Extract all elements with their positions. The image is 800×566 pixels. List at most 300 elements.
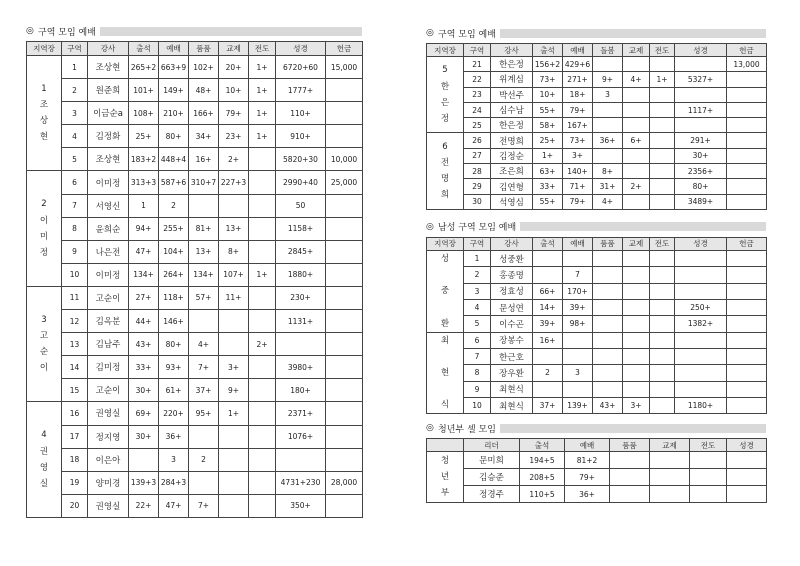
cell-money: [727, 316, 767, 332]
cell-c5: [650, 316, 675, 332]
cell-bible: 1076+: [276, 425, 326, 448]
cell-bible: [675, 250, 727, 266]
cell-no: 18: [62, 448, 88, 471]
cell-money: [727, 349, 767, 365]
cell-att: 16+: [533, 332, 563, 348]
cell-no: 8: [464, 365, 491, 381]
column-header: 구역: [62, 42, 88, 56]
cell-att: 208+5: [520, 469, 565, 486]
cell-c5: [650, 194, 675, 209]
cell-c3: [593, 349, 623, 365]
cell-att: 194+5: [520, 452, 565, 469]
cell-teacher: 김정순: [491, 148, 533, 163]
cell-worship: 36+: [565, 486, 610, 503]
cell-teacher: 원준희: [88, 79, 129, 102]
cell-money: [326, 79, 363, 102]
circle-bullet-icon: ◎: [426, 423, 434, 434]
cell-bible: 30+: [675, 148, 727, 163]
cell-money: [326, 402, 363, 425]
cell-no: 3: [62, 102, 88, 125]
cell-att: 25+: [533, 133, 563, 148]
cell-c3: 34+: [189, 125, 219, 148]
column-header: 교제: [219, 42, 249, 56]
cell-att: [129, 448, 159, 471]
header-row: [427, 44, 767, 57]
cell-worship: 284+3: [159, 471, 189, 494]
table-row: [27, 448, 363, 471]
cell-bible: [675, 87, 727, 102]
cell-no: 25: [464, 118, 491, 133]
column-header: [427, 439, 464, 452]
cell-c5: [650, 397, 675, 413]
cell-c3: [593, 381, 623, 397]
cell-money: [727, 332, 767, 348]
cell-money: 15,000: [326, 56, 363, 79]
cell-c3: 7+: [189, 494, 219, 517]
column-header: 강사: [491, 44, 533, 57]
cell-att: 39+: [533, 316, 563, 332]
cell-money: [326, 310, 363, 333]
cell-worship: 139+: [563, 397, 593, 413]
cell-att: 2: [533, 365, 563, 381]
table-row: [27, 333, 363, 356]
cell-att: 94+: [129, 217, 159, 240]
cell-c5: [249, 286, 276, 309]
region-leader-char: 식: [440, 400, 450, 411]
region-leader-char: 환: [440, 318, 450, 329]
column-header: 헌금: [326, 42, 363, 56]
cell-c3: 7+: [189, 356, 219, 379]
column-header: 출석: [520, 439, 565, 452]
cell-c5: [249, 310, 276, 333]
cell-teacher: 윤희순: [88, 217, 129, 240]
title-bar: [500, 29, 766, 38]
region-leader-char: 최: [440, 335, 450, 346]
column-header: 구역: [464, 44, 491, 57]
cell-c4: [623, 365, 650, 381]
cell-c5: [650, 267, 675, 283]
column-header: 성경: [276, 42, 326, 56]
column-header: 헌금: [727, 44, 767, 57]
cell-teacher: 고순이: [88, 286, 129, 309]
cell-att: 265+2: [129, 56, 159, 79]
cell-worship: 93+: [159, 356, 189, 379]
cell-c3: 9+: [593, 72, 623, 87]
cell-bible: 80+: [675, 179, 727, 194]
cell-worship: 170+: [563, 283, 593, 299]
cell-leader: 문미희: [464, 452, 520, 469]
column-header: 전도: [650, 237, 675, 250]
cell-att: 30+: [129, 379, 159, 402]
table-row: [427, 316, 767, 332]
cell-c4: [623, 57, 650, 72]
circle-bullet-icon: ◎: [26, 26, 34, 36]
column-header: 전도: [249, 42, 276, 56]
region-leader-char: 4: [41, 430, 47, 441]
cell-no: 19: [62, 471, 88, 494]
cell-c4: [650, 452, 690, 469]
cell-att: 25+: [129, 125, 159, 148]
cell-money: [727, 397, 767, 413]
cell-c4: 23+: [219, 125, 249, 148]
cell-att: [533, 381, 563, 397]
cell-c4: 10+: [219, 79, 249, 102]
table-row: [427, 133, 767, 148]
cell-no: 2: [464, 267, 491, 283]
cell-c3: [593, 299, 623, 315]
cell-c4: 6+: [623, 133, 650, 148]
cell-bible: [276, 448, 326, 471]
group-label-char: 년: [440, 472, 450, 483]
cell-bible: [727, 452, 767, 469]
cell-bible: 2371+: [276, 402, 326, 425]
table-row: [427, 194, 767, 209]
cell-c4: [219, 310, 249, 333]
cell-att: 66+: [533, 283, 563, 299]
cell-worship: [563, 250, 593, 266]
cell-c5: [690, 469, 727, 486]
cell-no: 6: [62, 171, 88, 194]
cell-money: [326, 494, 363, 517]
circle-bullet-icon: ◎: [426, 28, 434, 38]
cell-c5: [249, 240, 276, 263]
cell-att: 10+: [533, 87, 563, 102]
cell-bible: 291+: [675, 133, 727, 148]
cell-att: 156+2: [533, 57, 563, 72]
cell-money: [727, 381, 767, 397]
cell-no: 3: [464, 283, 491, 299]
cell-bible: 3980+: [276, 356, 326, 379]
cell-att: 110+5: [520, 486, 565, 503]
cell-c4: [219, 494, 249, 517]
column-header: 예배: [563, 44, 593, 57]
region-leader-cell: [427, 133, 464, 209]
column-header: 지역장: [27, 42, 62, 56]
cell-worship: 47+: [159, 494, 189, 517]
cell-att: 313+3: [129, 171, 159, 194]
cell-c3: 57+: [189, 286, 219, 309]
title-bar: [500, 424, 766, 433]
cell-money: [326, 425, 363, 448]
cell-bible: 350+: [276, 494, 326, 517]
cell-bible: [727, 486, 767, 503]
table-row: [27, 148, 363, 171]
cell-c3: [189, 194, 219, 217]
cell-worship: 255+: [159, 217, 189, 240]
cell-money: [727, 148, 767, 163]
cell-worship: 73+: [563, 133, 593, 148]
cell-teacher: 위계심: [491, 72, 533, 87]
table-row: [427, 87, 767, 102]
cell-money: [727, 267, 767, 283]
cell-c5: 1+: [249, 79, 276, 102]
cell-bible: [675, 365, 727, 381]
cell-teacher: 최현식: [491, 381, 533, 397]
table-row: [27, 125, 363, 148]
cell-worship: 7: [563, 267, 593, 283]
region-leader-cell: [27, 171, 62, 286]
cell-worship: [563, 332, 593, 348]
cell-c5: 1+: [650, 72, 675, 87]
cell-no: 24: [464, 102, 491, 117]
column-header: 예배: [159, 42, 189, 56]
table-row: [427, 267, 767, 283]
table-row: [27, 263, 363, 286]
cell-bible: [675, 283, 727, 299]
region-leader-char: 상: [39, 116, 49, 127]
cell-worship: 79+: [563, 194, 593, 209]
cell-worship: 81+2: [565, 452, 610, 469]
cell-c4: [623, 316, 650, 332]
cell-c3: 36+: [593, 133, 623, 148]
cell-c3: 95+: [189, 402, 219, 425]
region-leader-char: 명: [440, 174, 450, 185]
column-header: 리더: [464, 439, 520, 452]
cell-teacher: 김남주: [88, 333, 129, 356]
cell-att: 183+2: [129, 148, 159, 171]
cell-teacher: 성중환: [491, 250, 533, 266]
cell-c4: [650, 469, 690, 486]
cell-teacher: 조상현: [88, 148, 129, 171]
cell-c4: 3+: [219, 356, 249, 379]
cell-bible: 110+: [276, 102, 326, 125]
table-row: [427, 332, 767, 348]
cell-worship: 264+: [159, 263, 189, 286]
cell-teacher: 서영신: [88, 194, 129, 217]
cell-no: 20: [62, 494, 88, 517]
table-row: [427, 148, 767, 163]
region-leader-char: 영: [39, 462, 49, 473]
column-header: 품품: [189, 42, 219, 56]
cell-c4: 9+: [219, 379, 249, 402]
cell-worship: 79+: [565, 469, 610, 486]
column-header: 교제: [623, 44, 650, 57]
cell-no: 7: [464, 349, 491, 365]
cell-c5: [249, 379, 276, 402]
cell-teacher: 양미경: [88, 471, 129, 494]
cell-c3: 43+: [593, 397, 623, 413]
cell-worship: 210+: [159, 102, 189, 125]
table-row: [27, 356, 363, 379]
cell-bible: 1158+: [276, 217, 326, 240]
table-row: [427, 57, 767, 72]
cell-bible: [276, 333, 326, 356]
cell-c3: [189, 310, 219, 333]
cell-money: [727, 72, 767, 87]
cell-att: 44+: [129, 310, 159, 333]
column-header: 강사: [491, 237, 533, 250]
circle-bullet-icon: ◎: [426, 221, 434, 232]
section-title: ◎ 청년부 셀 모임: [426, 421, 766, 435]
table-row: [427, 452, 767, 469]
table-row: [427, 365, 767, 381]
cell-att: [533, 267, 563, 283]
cell-c4: [623, 148, 650, 163]
cell-money: [326, 217, 363, 240]
district-table: [426, 43, 767, 210]
cell-c3: 102+: [189, 56, 219, 79]
cell-money: [727, 299, 767, 315]
cell-c3: 4+: [593, 194, 623, 209]
cell-c3: 134+: [189, 263, 219, 286]
cell-teacher: 조은희: [491, 164, 533, 179]
cell-c5: [690, 452, 727, 469]
cell-c3: [593, 148, 623, 163]
cell-c3: [189, 471, 219, 494]
cell-c5: [249, 425, 276, 448]
cell-att: [533, 349, 563, 365]
cell-att: 33+: [129, 356, 159, 379]
cell-c4: 107+: [219, 263, 249, 286]
cell-teacher: 권영실: [88, 494, 129, 517]
cell-c4: [623, 118, 650, 133]
cell-teacher: 최현식: [491, 397, 533, 413]
cell-att: 139+3: [129, 471, 159, 494]
cell-att: 33+: [533, 179, 563, 194]
cell-bible: [727, 469, 767, 486]
cell-att: 69+: [129, 402, 159, 425]
cell-c3: 3: [593, 87, 623, 102]
cell-teacher: 이미정: [88, 263, 129, 286]
cell-bible: 1131+: [276, 310, 326, 333]
cell-worship: 220+: [159, 402, 189, 425]
cell-att: 1: [129, 194, 159, 217]
cell-bible: 180+: [276, 379, 326, 402]
table-row: [427, 250, 767, 266]
cell-money: [727, 164, 767, 179]
right-page: [426, 26, 766, 503]
cell-no: 4: [62, 125, 88, 148]
cell-c4: [623, 250, 650, 266]
region-leader-char: 은: [440, 97, 450, 108]
region-leader-char: 6: [442, 141, 448, 152]
cell-bible: [675, 381, 727, 397]
region-leader-cell: [27, 402, 62, 517]
cell-teacher: 김옥분: [88, 310, 129, 333]
column-header: 품품: [593, 237, 623, 250]
cell-teacher: 박선주: [491, 87, 533, 102]
header-row: [427, 237, 767, 250]
cell-money: [727, 102, 767, 117]
cell-att: 30+: [129, 425, 159, 448]
cell-att: 63+: [533, 164, 563, 179]
cell-bible: 5327+: [675, 72, 727, 87]
region-leader-char: 현: [440, 367, 450, 378]
region-leader-char: 5: [442, 65, 448, 76]
cell-bible: 1777+: [276, 79, 326, 102]
cell-money: [326, 286, 363, 309]
cell-bible: 230+: [276, 286, 326, 309]
cell-no: 17: [62, 425, 88, 448]
cell-c5: [650, 332, 675, 348]
cell-bible: [675, 118, 727, 133]
district-table: [26, 41, 363, 518]
title-bar: [520, 222, 766, 231]
cell-worship: 98+: [563, 316, 593, 332]
region-leader-cell: [427, 250, 464, 332]
section-title: ◎ 남성 구역 모임 예배: [426, 220, 766, 234]
cell-worship: 3+: [563, 148, 593, 163]
cell-c3: [593, 332, 623, 348]
cell-bible: 2990+40: [276, 171, 326, 194]
table-row: [427, 164, 767, 179]
cell-teacher: 이수곤: [491, 316, 533, 332]
cell-c4: 227+3: [219, 171, 249, 194]
cell-c4: 1+: [219, 402, 249, 425]
table-row: [427, 72, 767, 87]
table-row: [27, 471, 363, 494]
cell-c4: [219, 425, 249, 448]
cell-worship: 3: [159, 448, 189, 471]
column-header: 성경: [675, 44, 727, 57]
cell-worship: 79+: [563, 102, 593, 117]
cell-c3: [610, 486, 650, 503]
cell-no: 11: [62, 286, 88, 309]
table-row: [27, 56, 363, 79]
table-row: [427, 102, 767, 117]
column-header: 출석: [129, 42, 159, 56]
left-page: [26, 24, 362, 518]
cell-att: 58+: [533, 118, 563, 133]
cell-money: [326, 194, 363, 217]
cell-c3: 8+: [593, 164, 623, 179]
cell-no: 29: [464, 179, 491, 194]
cell-money: [727, 250, 767, 266]
cell-c5: [650, 87, 675, 102]
cell-no: 1: [62, 56, 88, 79]
cell-no: 13: [62, 333, 88, 356]
cell-c3: 16+: [189, 148, 219, 171]
region-leader-char: 미: [39, 231, 49, 242]
cell-bible: 1880+: [276, 263, 326, 286]
cell-att: 37+: [533, 397, 563, 413]
cell-c5: 1+: [249, 56, 276, 79]
cell-c3: [593, 365, 623, 381]
cell-c4: [219, 333, 249, 356]
cell-teacher: 문성연: [491, 299, 533, 315]
section-title: ◎ 구역 모임 예배: [26, 24, 362, 38]
cell-teacher: 석영심: [491, 194, 533, 209]
cell-teacher: 심수남: [491, 102, 533, 117]
cell-c5: [650, 283, 675, 299]
cell-worship: 429+6: [563, 57, 593, 72]
cell-money: 10,000: [326, 148, 363, 171]
table-row: [427, 179, 767, 194]
table-row: [27, 171, 363, 194]
cell-c4: [623, 299, 650, 315]
region-leader-char: 전: [440, 158, 450, 169]
cell-no: 2: [62, 79, 88, 102]
cell-no: 10: [62, 263, 88, 286]
cell-bible: [675, 332, 727, 348]
cell-money: 25,000: [326, 171, 363, 194]
cell-bible: 50: [276, 194, 326, 217]
cell-teacher: 나은전: [88, 240, 129, 263]
cell-c3: [593, 316, 623, 332]
cell-att: 22+: [129, 494, 159, 517]
cell-c3: [610, 469, 650, 486]
cell-no: 7: [62, 194, 88, 217]
cell-c5: [249, 471, 276, 494]
cell-c4: [623, 283, 650, 299]
cell-c5: [249, 217, 276, 240]
cell-worship: 71+: [563, 179, 593, 194]
cell-money: [727, 283, 767, 299]
cell-c5: [249, 148, 276, 171]
cell-bible: 250+: [675, 299, 727, 315]
cell-worship: 118+: [159, 286, 189, 309]
cell-att: 27+: [129, 286, 159, 309]
